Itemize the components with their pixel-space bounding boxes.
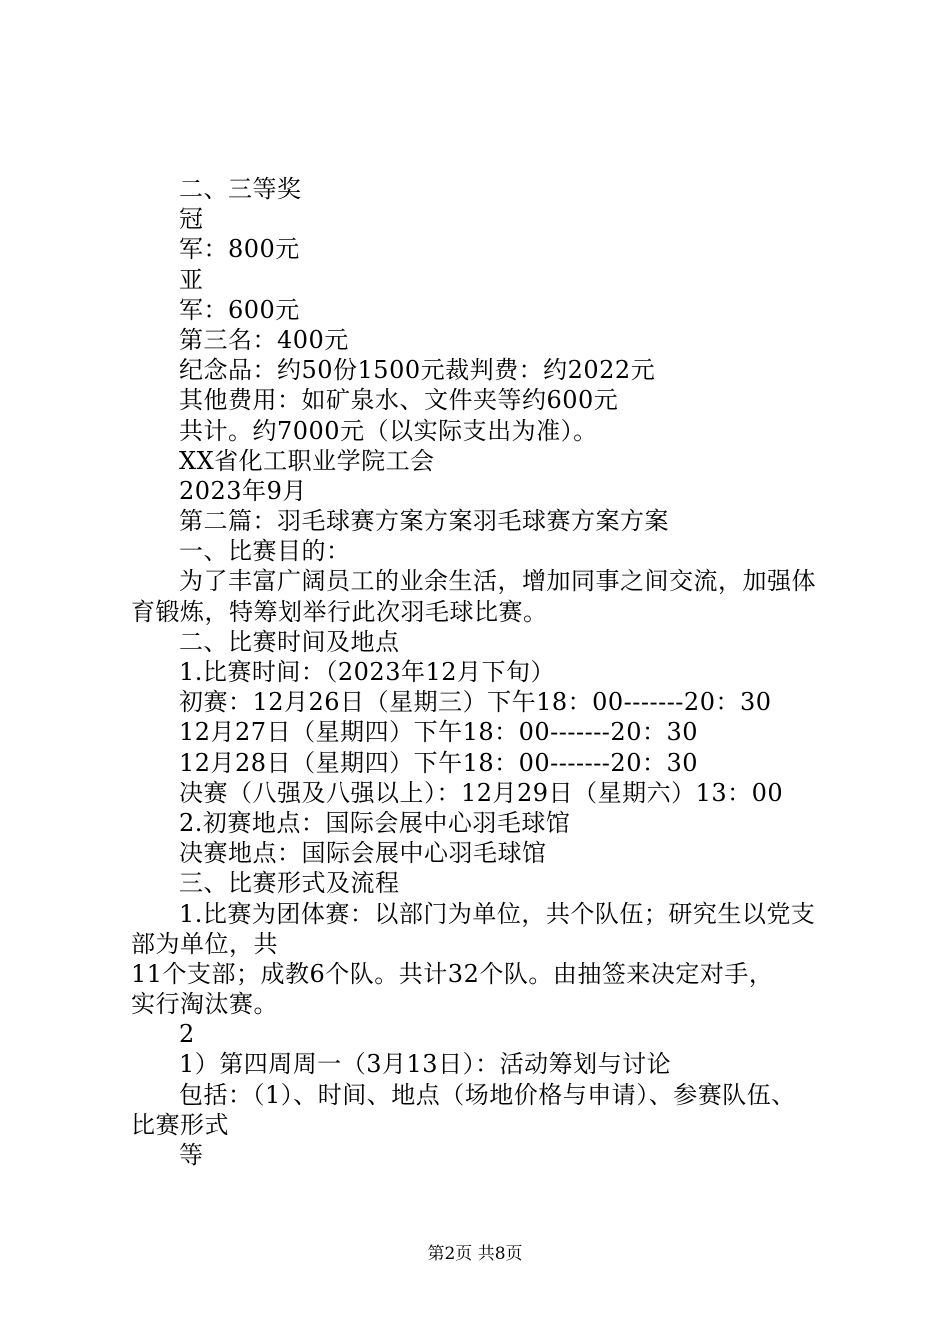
text-line: 实行淘汰赛。 (131, 990, 278, 1019)
text-line: 包括：（1）、时间、地点（场地价格与申请）、参赛队伍、 (179, 1080, 796, 1109)
text-line: 2023年9月 (179, 476, 307, 505)
text-line: 等 (179, 1141, 204, 1169)
text-line: 比赛形式 (131, 1110, 229, 1139)
text-line: 二、比赛时间及地点 (179, 627, 400, 656)
text-line: 2 (179, 1020, 195, 1049)
text-line: 1.比赛时间：（2023年12月下旬） (179, 658, 556, 686)
text-line: 初赛：12月26日（星期三）下午18：00-------20：30 (179, 688, 772, 717)
text-line: 第三名：400元 (179, 325, 349, 354)
text-line: 冠 (179, 205, 204, 234)
text-line: 二、三等奖 (179, 175, 302, 203)
text-line: 1）第四周周一（3月13日）：活动筹划与讨论 (179, 1050, 672, 1079)
page-footer: 第2页 共8页 (427, 1244, 523, 1264)
text-line: 其他费用：如矿泉水、文件夹等约600元 (179, 386, 619, 415)
text-line: 一、比赛目的： (179, 537, 351, 566)
text-line: 11个支部；成教6个队。共计32个队。由抽签来决定对手， (131, 959, 774, 988)
text-line: 部为单位，共 (131, 929, 278, 958)
text-line: 三、比赛形式及流程 (179, 869, 400, 898)
text-line: XX省化工职业学院工会 (179, 446, 435, 475)
text-line: 1.比赛为团体赛：以部门为单位，共个队伍；研究生以党支 (179, 899, 816, 928)
text-line: 12月28日（星期四）下午18：00-------20：30 (179, 748, 698, 777)
text-line: 12月27日（星期四）下午18：00-------20：30 (179, 718, 698, 747)
text-line: 军：600元 (179, 295, 300, 324)
text-line: 育锻炼，特筹划举行此次羽毛球比赛。 (131, 597, 548, 626)
text-line: 决赛（八强及八强以上）：12月29日（星期六）13：00 (179, 778, 784, 807)
text-line: 共计。约7000元（以实际支出为准）。 (179, 416, 598, 445)
text-line: 为了丰富广阔员工的业余生活，增加同事之间交流，加强体 (179, 567, 816, 596)
text-line: 军：800元 (179, 235, 300, 264)
text-line: 亚 (179, 265, 204, 294)
text-line: 决赛地点：国际会展中心羽毛球馆 (179, 839, 547, 868)
document-body (131, 174, 851, 1170)
text-line: 第二篇：羽毛球赛方案方案羽毛球赛方案方案 (179, 507, 669, 536)
text-line: 纪念品：约50份1500元裁判费：约2022元 (179, 356, 656, 385)
text-line: 2.初赛地点：国际会展中心羽毛球馆 (179, 808, 571, 837)
